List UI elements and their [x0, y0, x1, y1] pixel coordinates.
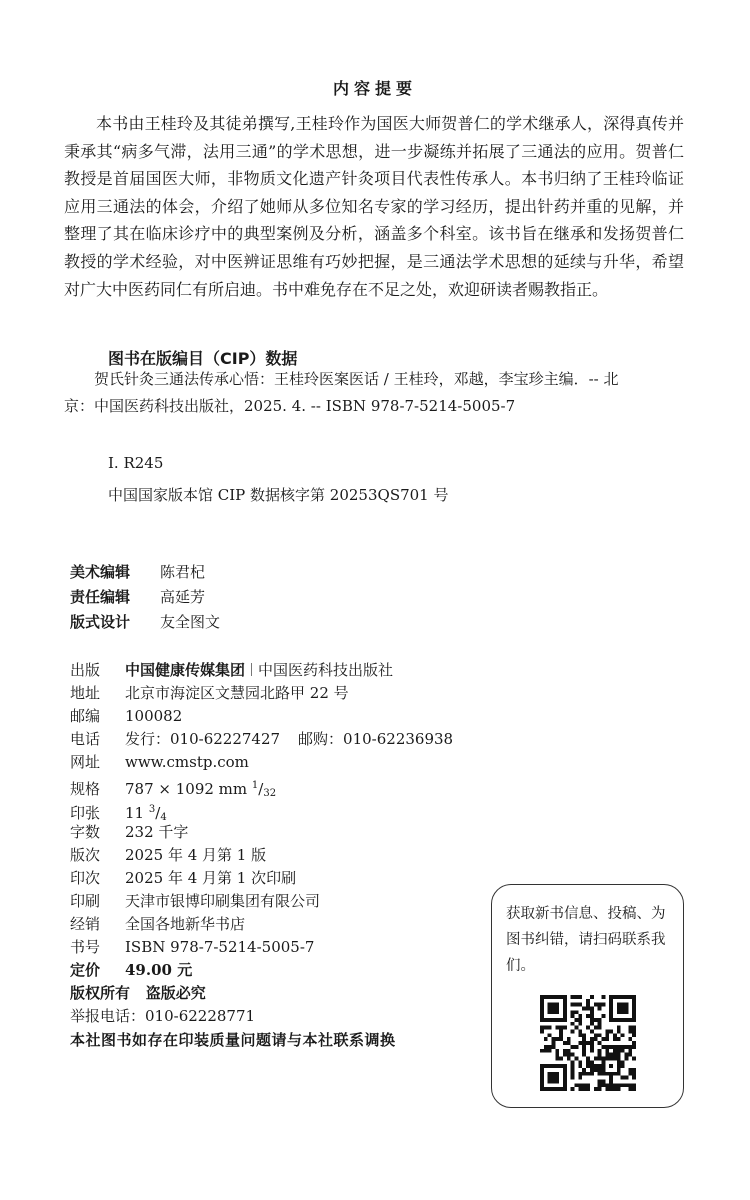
info-value: 天津市银博印刷集团有限公司 [125, 891, 321, 910]
info-printer [70, 890, 453, 913]
summary-body: 本书由王桂玲及其徒弟撰写,王桂玲作为国医大师贺普仁的学术继承人，深得真传并秉承其“病多气滞，法用三通”的学术思想，进一步凝练并拓展了三通法的应用。贺普仁教授是首届国医大师，非物质文化遗产针灸项目代表性传承人。本书归纳了王桂玲临证应用三通法的体会，介绍了她师从多位知名专家的学习经历，提出针药并重的见解，并整理了其在临床诊疗中的典型案例及分析，涵盖多个科室。该书旨在继承和发扬贺普仁教授的学术经验，对中医辨证思维有巧妙把握，是三通法学术思想的延续与升华，希望对广大中医药同仁有所启迪。书中难免存在不足之处，欢迎研读者赐教指正。 [64, 114, 684, 299]
credit-value: 友全图文 [160, 613, 221, 631]
publisher-name: 中国医药科技出版社 [258, 661, 394, 679]
info-publisher [70, 659, 453, 682]
credit-label: 责任编辑 [70, 588, 131, 606]
separator-bar [251, 663, 252, 676]
info-label: 印次 [70, 868, 101, 887]
quality-notice: 本社图书如存在印装质量问题请与本社联系调换 [70, 1030, 396, 1049]
credit-value: 高延芳 [160, 588, 206, 606]
info-distributor [70, 913, 453, 936]
info-value: 232 千字 [125, 822, 189, 841]
info-phone [70, 728, 453, 751]
info-postcode [70, 705, 453, 728]
cip-record: 贺氏针灸三通法传承心悟：王桂玲医案医话 / 王桂玲，邓越，李宝珍主编．-- 北京：中国医药科技出版社，2025. 4. -- ISBN 978-7-5214-5005-7 [64, 370, 619, 415]
report-phone: 举报电话：010-62228771 [70, 1007, 256, 1026]
cip-approval-number: 中国国家版本馆 CIP 数据核字第 20253QS701 号 [108, 486, 449, 504]
sheets-numerator: 3 [148, 803, 156, 815]
phone-issue: 发行：010-62227427 [125, 730, 281, 749]
format-denominator: 32 [263, 788, 277, 800]
info-label: 印刷 [70, 891, 101, 910]
qr-contact-box [491, 884, 684, 1108]
info-isbn [70, 936, 453, 959]
credit-value: 陈君杞 [160, 563, 206, 581]
format-numerator: 1 [251, 780, 259, 792]
info-website [70, 751, 453, 774]
copyright-text: 版权所有 [70, 984, 131, 1003]
info-label: 版次 [70, 845, 101, 864]
info-label: 邮编 [70, 707, 101, 726]
website-link[interactable]: www.cmstp.com [125, 753, 249, 772]
sheets-denominator: 4 [160, 811, 167, 823]
credit-label: 美术编辑 [70, 563, 131, 581]
info-edition [70, 844, 453, 867]
summary-title: 内容提要 [332, 79, 417, 98]
info-format: 规格 787 × 1092 mm $^1/_{32}$ [70, 774, 453, 797]
credit-label: 版式设计 [70, 613, 131, 631]
info-value: ISBN 978-7-5214-5005-7 [125, 938, 315, 957]
info-label: 印张 [70, 803, 101, 822]
info-label: 电话 [70, 730, 101, 749]
info-label: 字数 [70, 822, 101, 841]
publisher-group: 中国健康传媒集团 [125, 661, 246, 679]
info-value: 全国各地新华书店 [125, 915, 246, 934]
info-printing [70, 867, 453, 890]
info-value: 100082 [125, 707, 183, 726]
info-label: 出版 [70, 661, 101, 679]
info-label: 定价 [70, 961, 101, 980]
phone-mail-order: 邮购：010-62236938 [298, 730, 454, 749]
qr-code-icon[interactable] [540, 995, 636, 1091]
info-value: 2025 年 4 月第 1 版 [125, 845, 267, 864]
credit-layout-design [70, 610, 220, 635]
info-value: 49.00 元 [125, 961, 193, 980]
copyright-line [70, 982, 453, 1005]
sheets-whole: 11 [125, 803, 145, 822]
info-address [70, 682, 453, 705]
info-price [70, 959, 453, 982]
credit-art-editor [70, 560, 220, 585]
info-sheets: 印张 11 $^3/_4$ [70, 798, 453, 821]
format-size: 787 × 1092 mm [125, 780, 248, 799]
qr-caption: 获取新书信息、投稿、为图书纠错，请扫码联系我们。 [506, 906, 666, 974]
info-value: 2025 年 4 月第 1 次印刷 [125, 868, 297, 887]
publication-info [70, 659, 453, 1052]
piracy-text: 盗版必究 [145, 984, 206, 1003]
info-word-count [70, 821, 453, 844]
editor-credits [70, 560, 220, 635]
info-label: 经销 [70, 915, 101, 934]
info-label: 网址 [70, 753, 101, 772]
info-label: 地址 [70, 684, 101, 703]
info-label: 规格 [70, 780, 101, 799]
cip-title: 图书在版编目（CIP）数据 [108, 349, 298, 368]
info-label: 书号 [70, 938, 101, 957]
info-value: 北京市海淀区文慧园北路甲 22 号 [125, 684, 349, 703]
cip-classification: Ⅰ. R245 [108, 454, 164, 472]
credit-responsible-editor [70, 585, 220, 610]
